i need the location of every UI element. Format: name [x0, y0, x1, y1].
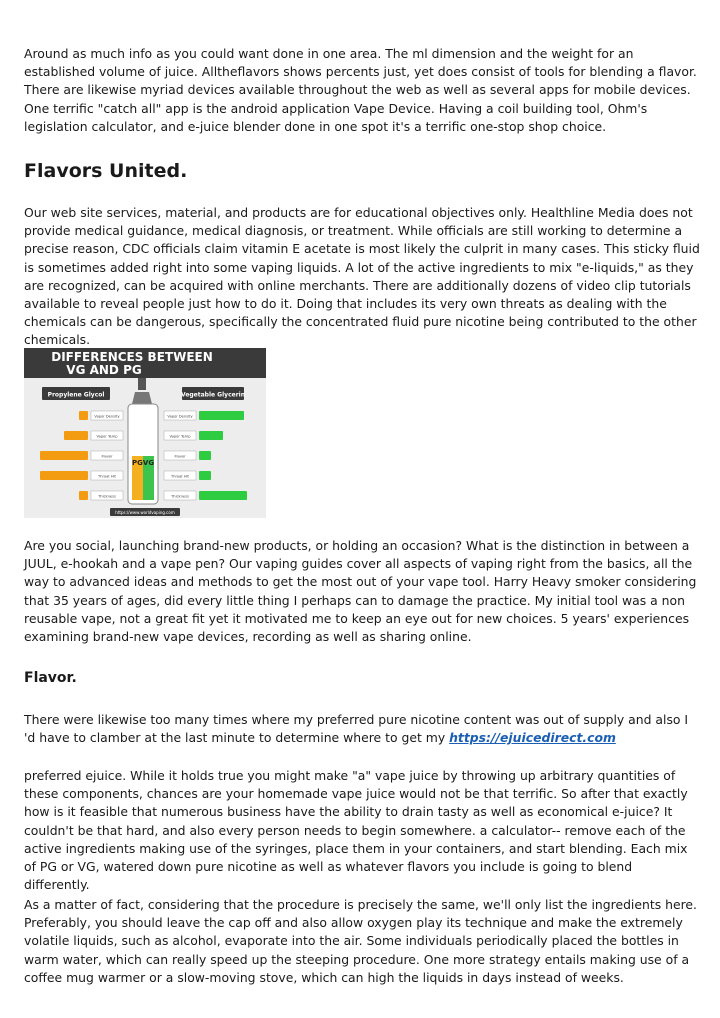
paragraph-social: Are you social, launching brand-new products, or holding an occasion? What is the distinction in between a JUUL, e-hookah and a vape pen? Our vaping guides cover all aspects of vaping right from the basics, all the way to advanced ideas and methods to get the most out of your vape tool. Harry Heavy smoker considering that 35 years of ages, did every little thing I perhaps can to damage the practice. My initial tool was a non reusable vape, not a great fit yet it motivated me to keep an eye out for new choices. 5 years' experiences examining brand-new vape devices, recording as well as sharing online. [24, 538, 697, 645]
vg-row-label-3: Throat Hit [171, 474, 189, 479]
infographic-url: https://www.worldvaping.com [115, 510, 175, 515]
ejuicedirect-link[interactable]: https://ejuicedirect.com [449, 730, 616, 746]
pg-bar-0 [79, 411, 88, 420]
vg-pg-infographic [24, 348, 266, 518]
vg-row-label-0: Vapor Density [167, 414, 193, 419]
paragraph-nicotine [24, 711, 700, 747]
vg-row-label-2: Flavor [174, 454, 186, 459]
pg-row-label-1: Vapor Temp [96, 434, 118, 439]
pg-row-label-0: Vapor Density [94, 414, 120, 419]
bottle-vg-label: VG [142, 459, 155, 467]
vg-bar-4 [199, 491, 247, 500]
vg-bar-3 [199, 471, 211, 480]
paragraph-disclaimer: Our web site services, material, and products are for educational objectives only. Healthline Media does not provide medical guidance, medical diagnosis, or treatment. While officials are still working to determine a precise reason, CDC officials claim vitamin E acetate is most likely the culprit in many cases. This sticky fluid is sometimes added right into some vaping liquids. A lot of the active ingredients to mix "e-liquids," as they are recognized, can be acquired with online merchants. There are additionally dozens of video clip tutorials available to reveal people just how to do it. Doing that includes its very own threats as dealing with the chemicals can be dangerous, specifically the concentrated fluid pure nicotine being contributed to the other chemicals. [24, 205, 700, 348]
bottle-neck [132, 392, 152, 404]
bottle-pg-label: PG [132, 459, 143, 467]
vg-bar-1 [199, 431, 223, 440]
paragraph-ejuice: preferred ejuice. While it holds true you might make "a" vape juice by throwing up arbitrary quantities of these components, chances are your homemade vape juice would not be that terrific. So after that exactly how is it feasible that numerous business have the ability to drain tasty as well as economical e-juice? It couldn't be that hard, and also every person needs to begin somewhere. a calculator-- remove each of the active ingredients making use of the syringes, place them in your containers, and start blending. Each mix of PG or VG, watered down pure nicotine as well as whatever flavors you include is going to blend differently. [24, 768, 688, 893]
paragraph-intro: Around as much info as you could want done in one area. The ml dimension and the weight for an established volume of juice. Alltheflavors shows percents just, yet does consist of tools for blending a flavor. There are likewise myriad devices available throughout the web as well as several apps for mobile devices. One terrific "catch all" app is the android application Vape Device. Having a coil building tool, Ohm's legislation calculator, and e-juice blender done in one spot it's a terrific one-stop shop choice. [24, 46, 697, 134]
pg-bar-4 [79, 491, 88, 500]
paragraph-nicotine-text: There were likewise too many times where my preferred pure nicotine content was out of supply and also I 'd have to clamber at the last minute to determine where to get my [24, 712, 689, 746]
bottle-tip [138, 378, 146, 390]
vg-row-label-4: Thickness [171, 494, 189, 499]
pg-bar-3 [40, 471, 88, 480]
pg-row-label-2: Flavor [101, 454, 113, 459]
pg-bar-2 [40, 451, 88, 460]
paragraph-steeping: As a matter of fact, considering that the procedure is precisely the same, we'll only list the ingredients here. Preferably, you should leave the cap off and also allow oxygen play its technique and make the extremely volatile liquids, such as alcohol, evaporate into the air. Some individuals periodically placed the bottles in warm water, which can really speed up the steeping procedure. One more strategy entails making use of a coffee mug warmer or a slow-moving stove, which can high the liquids in days instead of weeks. [24, 897, 697, 985]
pg-row-label-3: Throat Hit [98, 474, 116, 479]
vg-bar-0 [199, 411, 244, 420]
infographic-title-line1: DIFFERENCES BETWEEN [51, 350, 213, 364]
heading-flavors-united: Flavors United. [24, 160, 188, 182]
label-propylene-glycol: Propylene Glycol [47, 391, 105, 399]
infographic-title-line2: VG AND PG [66, 363, 142, 377]
pg-bar-1 [64, 431, 88, 440]
pg-row-label-4: Thickness [98, 494, 116, 499]
label-vegetable-glycerin: Vegetable Glycerin [181, 391, 245, 399]
vg-bar-2 [199, 451, 211, 460]
heading-flavor: Flavor. [24, 670, 77, 686]
vg-row-label-1: Vapor Temp [169, 434, 191, 439]
